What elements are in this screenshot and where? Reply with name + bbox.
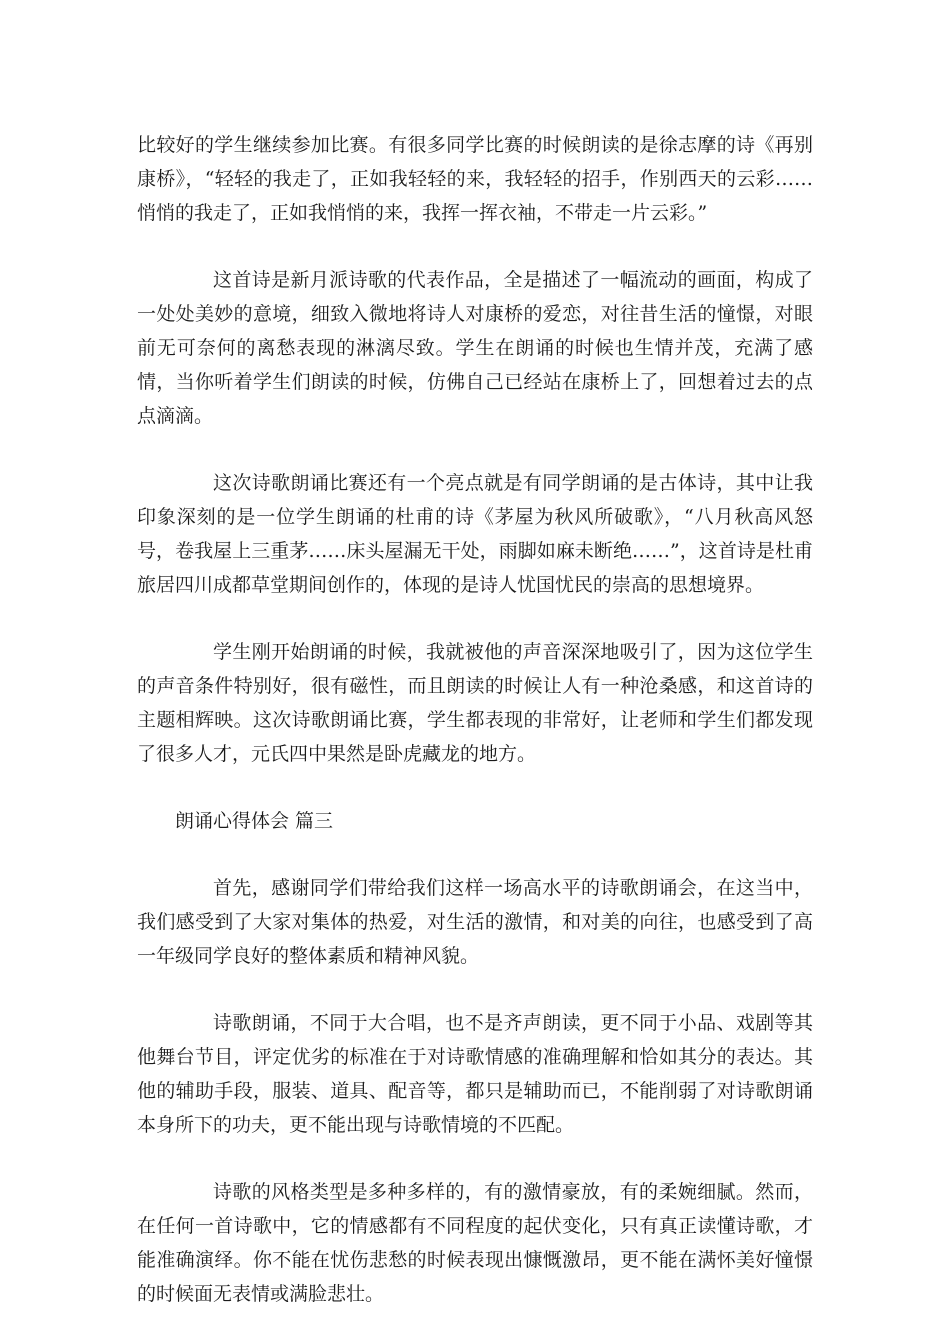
paragraph-continued: 比较好的学生继续参加比赛。有很多同学比赛的时候朗读的是徐志摩的诗《再别康桥》，“轻轻的我走了，正如我轻轻的来，我轻轻的招手，作别西天的云彩……悄悄的我走了，正如我悄悄的来，我挥一挥衣袖，不带走一片云彩。” <box>137 134 813 224</box>
paragraph: 诗歌的风格类型是多种多样的，有的激情豪放，有的柔婉细腻。然而，在任何一首诗歌中，它的情感都有不同程度的起伏变化，只有真正读懂诗歌，才能准确演绎。你不能在忧伤悲愁的时候表现出慷慨激昂，更不能在满怀美好憧憬的时候面无表情或满脸悲壮。 <box>137 1181 813 1305</box>
paragraph: 这首诗是新月派诗歌的代表作品，全是描述了一幅流动的画面，构成了一处处美妙的意境，细致入微地将诗人对康桥的爱恋，对往昔生活的憧憬，对眼前无可奈何的离愁表现的淋漓尽致。学生在朗诵的时候也生情并茂，充满了感情，当你听着学生们朗读的时候，仿佛自己已经站在康桥上了，回想着过去的点点滴滴。 <box>137 269 813 427</box>
paragraph: 诗歌朗诵，不同于大合唱，也不是齐声朗读，更不同于小品、戏剧等其他舞台节目，评定优劣的标准在于对诗歌情感的准确理解和恰如其分的表达。其他的辅助手段，服装、道具、配音等，都只是辅助而已，不能削弱了对诗歌朗诵本身所下的功夫，更不能出现与诗歌情境的不匹配。 <box>137 1012 813 1136</box>
paragraph: 学生刚开始朗诵的时候，我就被他的声音深深地吸引了，因为这位学生的声音条件特别好，很有磁性，而且朗读的时候让人有一种沧桑感，和这首诗的主题相辉映。这次诗歌朗诵比赛，学生都表现的非常好，让老师和学生们都发现了很多人才，元氏四中果然是卧虎藏龙的地方。 <box>137 641 813 765</box>
paragraph: 首先，感谢同学们带给我们这样一场高水平的诗歌朗诵会，在这当中，我们感受到了大家对集体的热爱，对生活的激情，和对美的向往，也感受到了高一年级同学良好的整体素质和精神风貌。 <box>137 877 813 967</box>
section-heading: 朗诵心得体会 篇三 <box>175 810 334 832</box>
paragraph: 这次诗歌朗诵比赛还有一个亮点就是有同学朗诵的是古体诗，其中让我印象深刻的是一位学生朗诵的杜甫的诗《茅屋为秋风所破歌》，“八月秋高风怒号，卷我屋上三重茅……床头屋漏无干处，雨脚如麻未断绝……”，这首诗是杜甫旅居四川成都草堂期间创作的，体现的是诗人忧国忧民的崇高的思想境界。 <box>137 472 813 596</box>
document-body <box>137 128 813 1344</box>
